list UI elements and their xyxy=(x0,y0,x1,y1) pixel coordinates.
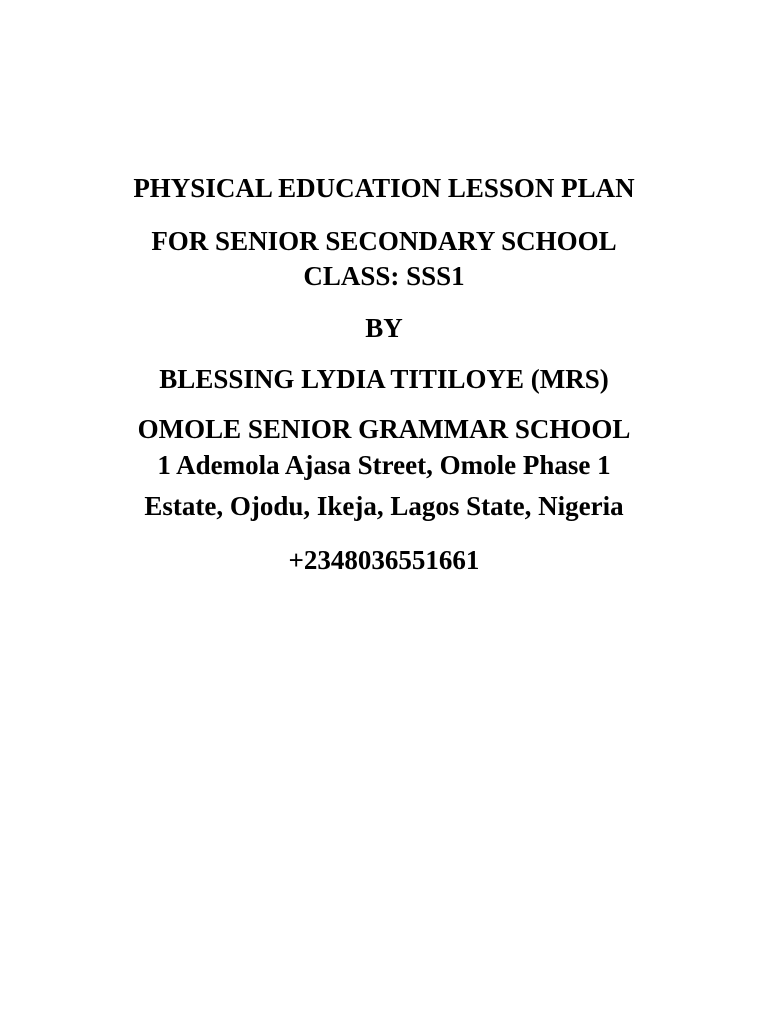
address-line-1: 1 Ademola Ajasa Street, Omole Phase 1 xyxy=(157,450,611,480)
address-line-2: Estate, Ojodu, Ikeja, Lagos State, Nigeria xyxy=(144,491,624,521)
phone-number: +2348036551661 xyxy=(288,545,480,575)
class-label: CLASS: SSS1 xyxy=(303,261,465,291)
by-label: BY xyxy=(365,313,403,343)
author-name: BLESSING LYDIA TITILOYE (MRS) xyxy=(159,364,609,394)
document-subtitle: FOR SENIOR SECONDARY SCHOOL xyxy=(151,226,617,256)
document-title: PHYSICAL EDUCATION LESSON PLAN xyxy=(133,173,635,203)
school-name: OMOLE SENIOR GRAMMAR SCHOOL xyxy=(137,414,631,444)
